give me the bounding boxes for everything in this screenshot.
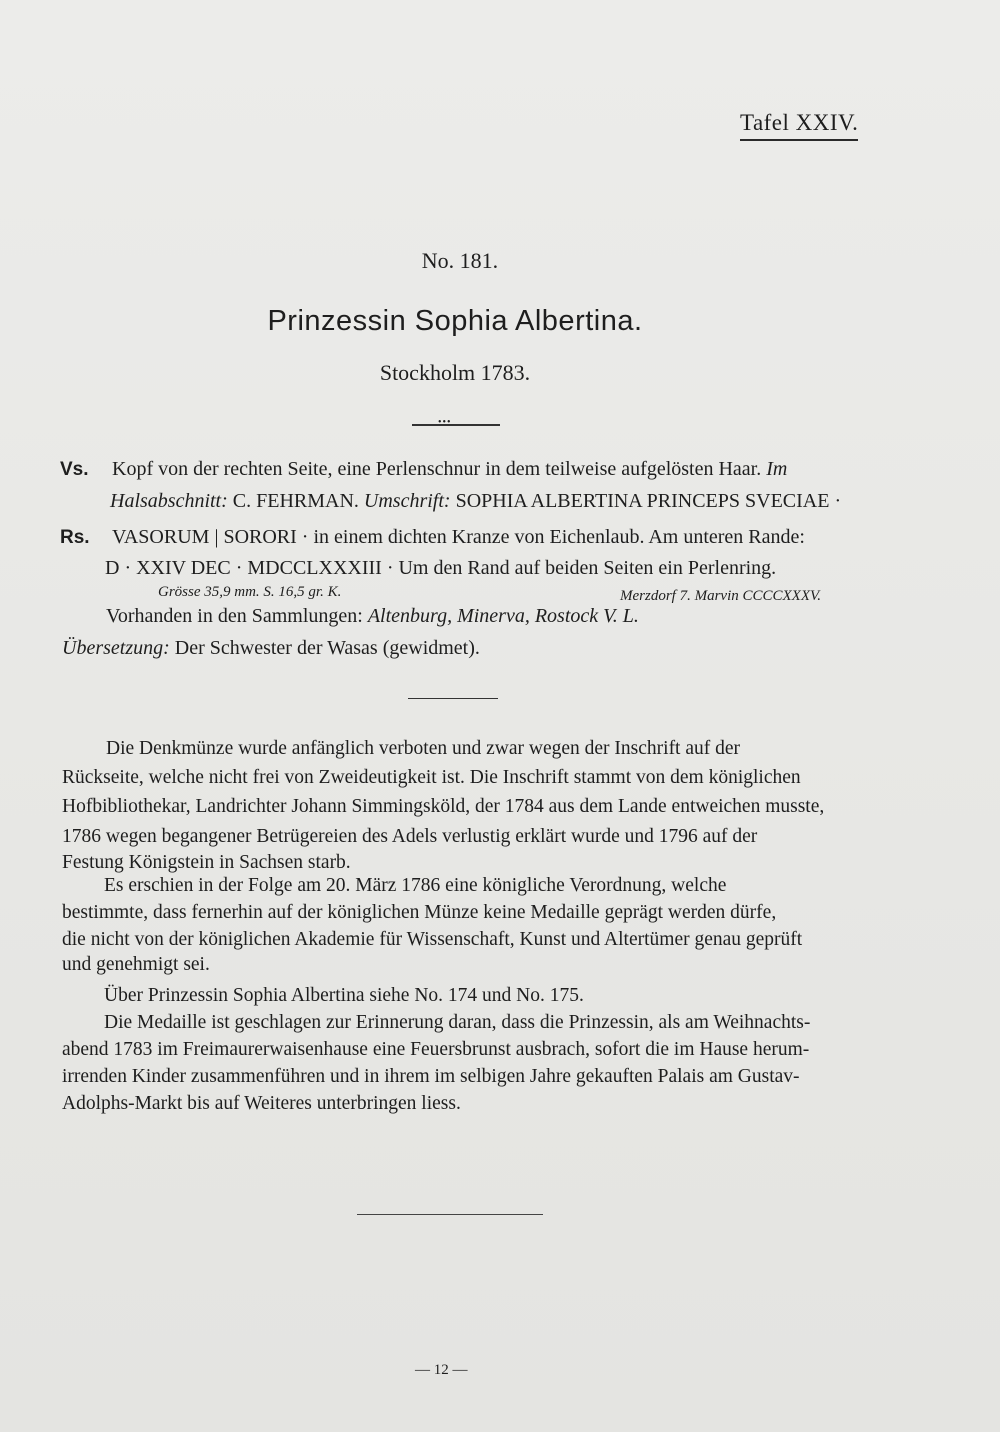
obverse-italic-3: Umschrift:: [363, 490, 451, 512]
obverse-italic-2: Halsabschnitt:: [110, 490, 228, 512]
reverse-line-1: [60, 526, 805, 549]
end-divider: [357, 1214, 543, 1215]
body-line: 1786 wegen begangener Betrügereien des Adels verlustig erklärt wurde und 1796 auf der: [62, 826, 758, 847]
size-weight: Grösse 35,9 mm. S. 16,5 gr. K.: [158, 584, 342, 600]
reverse-line-2: D · XXIV DEC · MDCCLXXXIII · Um den Rand auf beiden Seiten ein Perlenring.: [105, 557, 777, 579]
obverse-italic-1: Im: [766, 458, 788, 480]
place-date: Stockholm 1783.: [379, 360, 531, 385]
section-divider: [408, 698, 498, 699]
collections-line: [106, 605, 639, 628]
body-line: Hofbibliothekar, Landrichter Johann Simmingsköld, der 1784 aus dem Lande entweichen musste,: [62, 796, 825, 817]
body-line: Adolphs-Markt bis auf Weiteres unterbringen liess.: [62, 1093, 461, 1114]
translation-label: Übersetzung:: [62, 637, 170, 659]
obverse-line-1: [60, 458, 787, 481]
obverse-text-3: SOPHIA ALBERTINA PRINCEPS SVECIAE ·: [455, 490, 842, 512]
translation-text: Der Schwester der Wasas (gewidmet).: [174, 637, 480, 659]
body-line: Es erschien in der Folge am 20. März 1786 eine königliche Verordnung, welche: [104, 875, 727, 896]
obverse-text-1: Kopf von der rechten Seite, eine Perlenschnur in dem teilweise aufgelösten Haar.: [112, 458, 762, 480]
body-line: Rückseite, welche nicht frei von Zweideutigkeit ist. Die Inschrift stammt von dem königlichen: [62, 767, 801, 788]
obverse-text-2: C. FEHRMAN.: [232, 490, 359, 512]
body-line: Die Denkmünze wurde anfänglich verboten und zwar wegen der Inschrift auf der: [106, 738, 741, 759]
collections-places: Altenburg, Minerva, Rostock V. L.: [367, 605, 639, 627]
body-line: Festung Königstein in Sachsen starb.: [62, 852, 351, 873]
reverse-text-1: VASORUM | SORORI · in einem dichten Kranze von Eichenlaub. Am unteren Rande:: [112, 526, 805, 548]
body-line: Die Medaille ist geschlagen zur Erinnerung daran, dass die Prinzessin, als am Weihnachts-: [104, 1012, 811, 1033]
body-line: Über Prinzessin Sophia Albertina siehe No. 174 und No. 175.: [104, 985, 584, 1006]
ornament-dots: •••: [438, 417, 452, 428]
collections-prefix: Vorhanden in den Sammlungen:: [106, 605, 363, 627]
translation-line: [62, 637, 480, 660]
obverse-label: Vs.: [60, 459, 89, 480]
catalog-number: No. 181.: [421, 248, 499, 273]
obverse-line-2: [110, 490, 841, 513]
plate-number: Tafel XXIV.: [740, 110, 858, 141]
page-title: Prinzessin Sophia Albertina.: [267, 305, 643, 337]
body-line: und genehmigt sei.: [62, 954, 210, 975]
body-line: abend 1783 im Freimaurerwaisenhause eine Feuersbrunst ausbrach, sofort die im Hause herum-: [62, 1039, 810, 1060]
body-line: bestimmte, dass fernerhin auf der königlichen Münze keine Medaille geprägt werden dürfe,: [62, 902, 777, 923]
references: Merzdorf 7. Marvin CCCCXXXV.: [620, 588, 821, 604]
page-number: — 12 —: [415, 1362, 468, 1378]
ornament-rule: [412, 424, 500, 426]
reverse-label: Rs.: [60, 527, 90, 548]
body-line: die nicht von der königlichen Akademie für Wissenschaft, Kunst und Altertümer genau geprüft: [62, 929, 803, 950]
body-line: irrenden Kinder zusammenführen und in ihrem im selbigen Jahre gekauften Palais am Gustav-: [62, 1066, 800, 1087]
